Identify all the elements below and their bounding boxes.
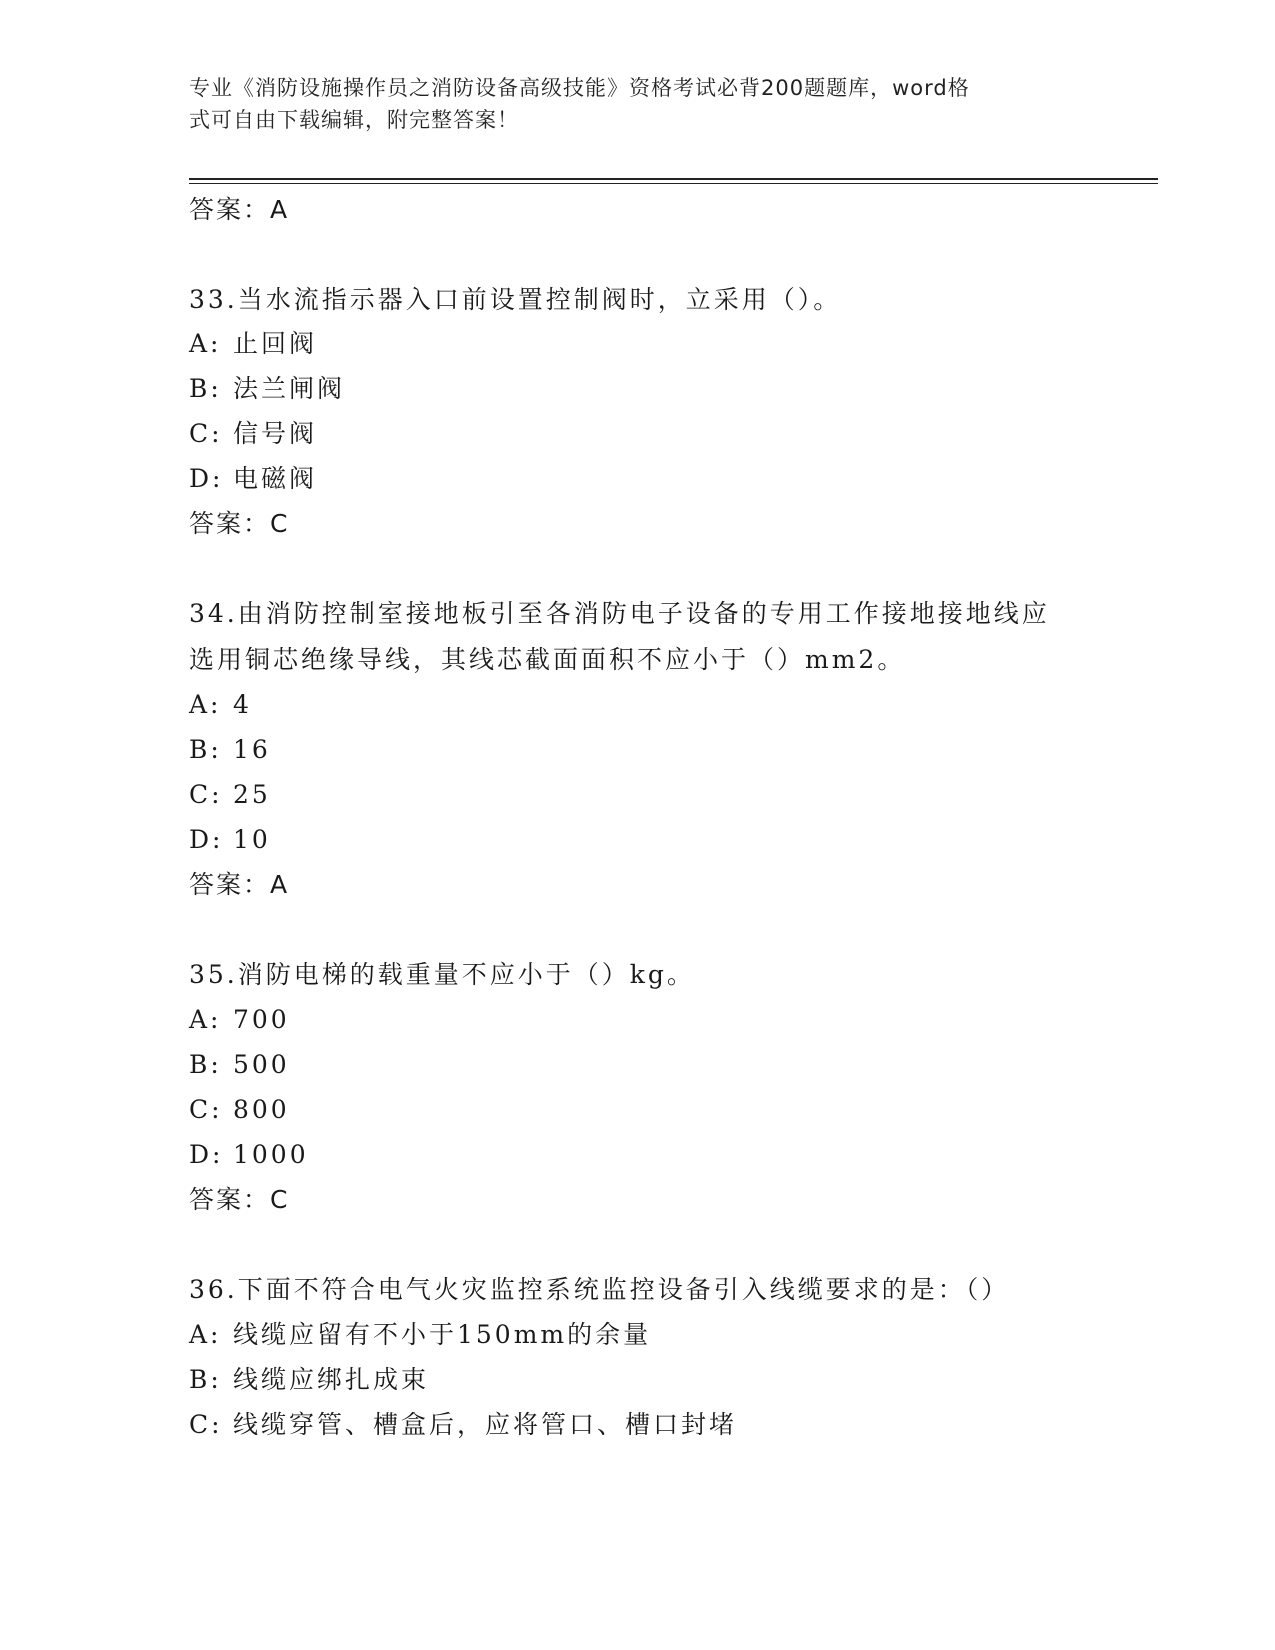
- option-text: 500: [233, 1050, 290, 1079]
- option-letter: C:: [189, 1095, 223, 1124]
- option-letter: C:: [189, 780, 223, 809]
- option-letter: D:: [189, 825, 224, 854]
- option-text: 16: [233, 735, 271, 764]
- option-letter: B:: [189, 374, 222, 403]
- question-34-option-c: [189, 778, 271, 812]
- header-divider-thin: [189, 183, 1158, 184]
- option-text: 法兰闸阀: [233, 374, 346, 403]
- question-33-stem: 33.当水流指示器入口前设置控制阀时，立采用（）。: [189, 285, 842, 314]
- option-text: 信号阀: [233, 419, 318, 448]
- question-33-option-c: [189, 417, 317, 451]
- option-letter: A:: [189, 1005, 222, 1034]
- option-text: 4: [233, 690, 252, 719]
- question-34-option-b: [189, 733, 271, 767]
- question-36-option-c: [189, 1408, 737, 1442]
- option-text: 25: [233, 780, 271, 809]
- question-36-option-b: [189, 1363, 429, 1397]
- question-35-option-d: [189, 1138, 309, 1172]
- answer-q35: 答案：C: [189, 1185, 290, 1214]
- answer-q34: 答案：A: [189, 870, 290, 899]
- question-33-option-d: [189, 462, 317, 496]
- option-letter: C:: [189, 1410, 223, 1439]
- question-36-option-a: [189, 1318, 651, 1352]
- question-34-stem-line-2: 选用铜芯绝缘导线，其线芯截面面积不应小于（）mm2。: [189, 645, 906, 674]
- option-text: 线缆应绑扎成束: [233, 1365, 430, 1394]
- answer-q33: 答案：C: [189, 509, 290, 538]
- question-36-stem: 36.下面不符合电气火灾监控系统监控设备引入线缆要求的是：（）: [189, 1275, 1010, 1304]
- header-line-1: 专业《消防设施操作员之消防设备高级技能》资格考试必背200题题库，word格: [189, 76, 970, 100]
- question-33-option-a: [189, 327, 317, 361]
- option-letter: B:: [189, 1050, 222, 1079]
- option-letter: A:: [189, 329, 222, 358]
- answer-q32: 答案：A: [189, 195, 290, 224]
- document-header: [189, 72, 1069, 136]
- option-text: 800: [233, 1095, 290, 1124]
- option-text: 止回阀: [233, 329, 318, 358]
- header-line-2: 式可自由下载编辑，附完整答案！: [189, 108, 519, 132]
- option-text: 1000: [233, 1140, 309, 1169]
- option-letter: C:: [189, 419, 223, 448]
- option-text: 700: [233, 1005, 290, 1034]
- option-text: 线缆穿管、槽盒后，应将管口、槽口封堵: [233, 1410, 738, 1439]
- option-letter: B:: [189, 1365, 222, 1394]
- question-35-option-a: [189, 1003, 290, 1037]
- option-letter: A:: [189, 1320, 222, 1349]
- question-34-stem-line-1: 34.由消防控制室接地板引至各消防电子设备的专用工作接地接地线应: [189, 599, 1050, 628]
- option-text: 10: [233, 825, 271, 854]
- option-letter: D:: [189, 464, 224, 493]
- option-text: 线缆应留有不小于150mm的余量: [233, 1320, 652, 1349]
- question-35-stem: 35.消防电梯的载重量不应小于（）kg。: [189, 960, 695, 989]
- option-letter: A:: [189, 690, 222, 719]
- question-33-option-b: [189, 372, 345, 406]
- header-divider-thick: [189, 178, 1158, 180]
- question-35-option-b: [189, 1048, 290, 1082]
- question-34-option-d: [189, 823, 271, 857]
- question-35-option-c: [189, 1093, 290, 1127]
- option-letter: D:: [189, 1140, 224, 1169]
- question-34-option-a: [189, 688, 252, 722]
- option-letter: B:: [189, 735, 222, 764]
- option-text: 电磁阀: [233, 464, 318, 493]
